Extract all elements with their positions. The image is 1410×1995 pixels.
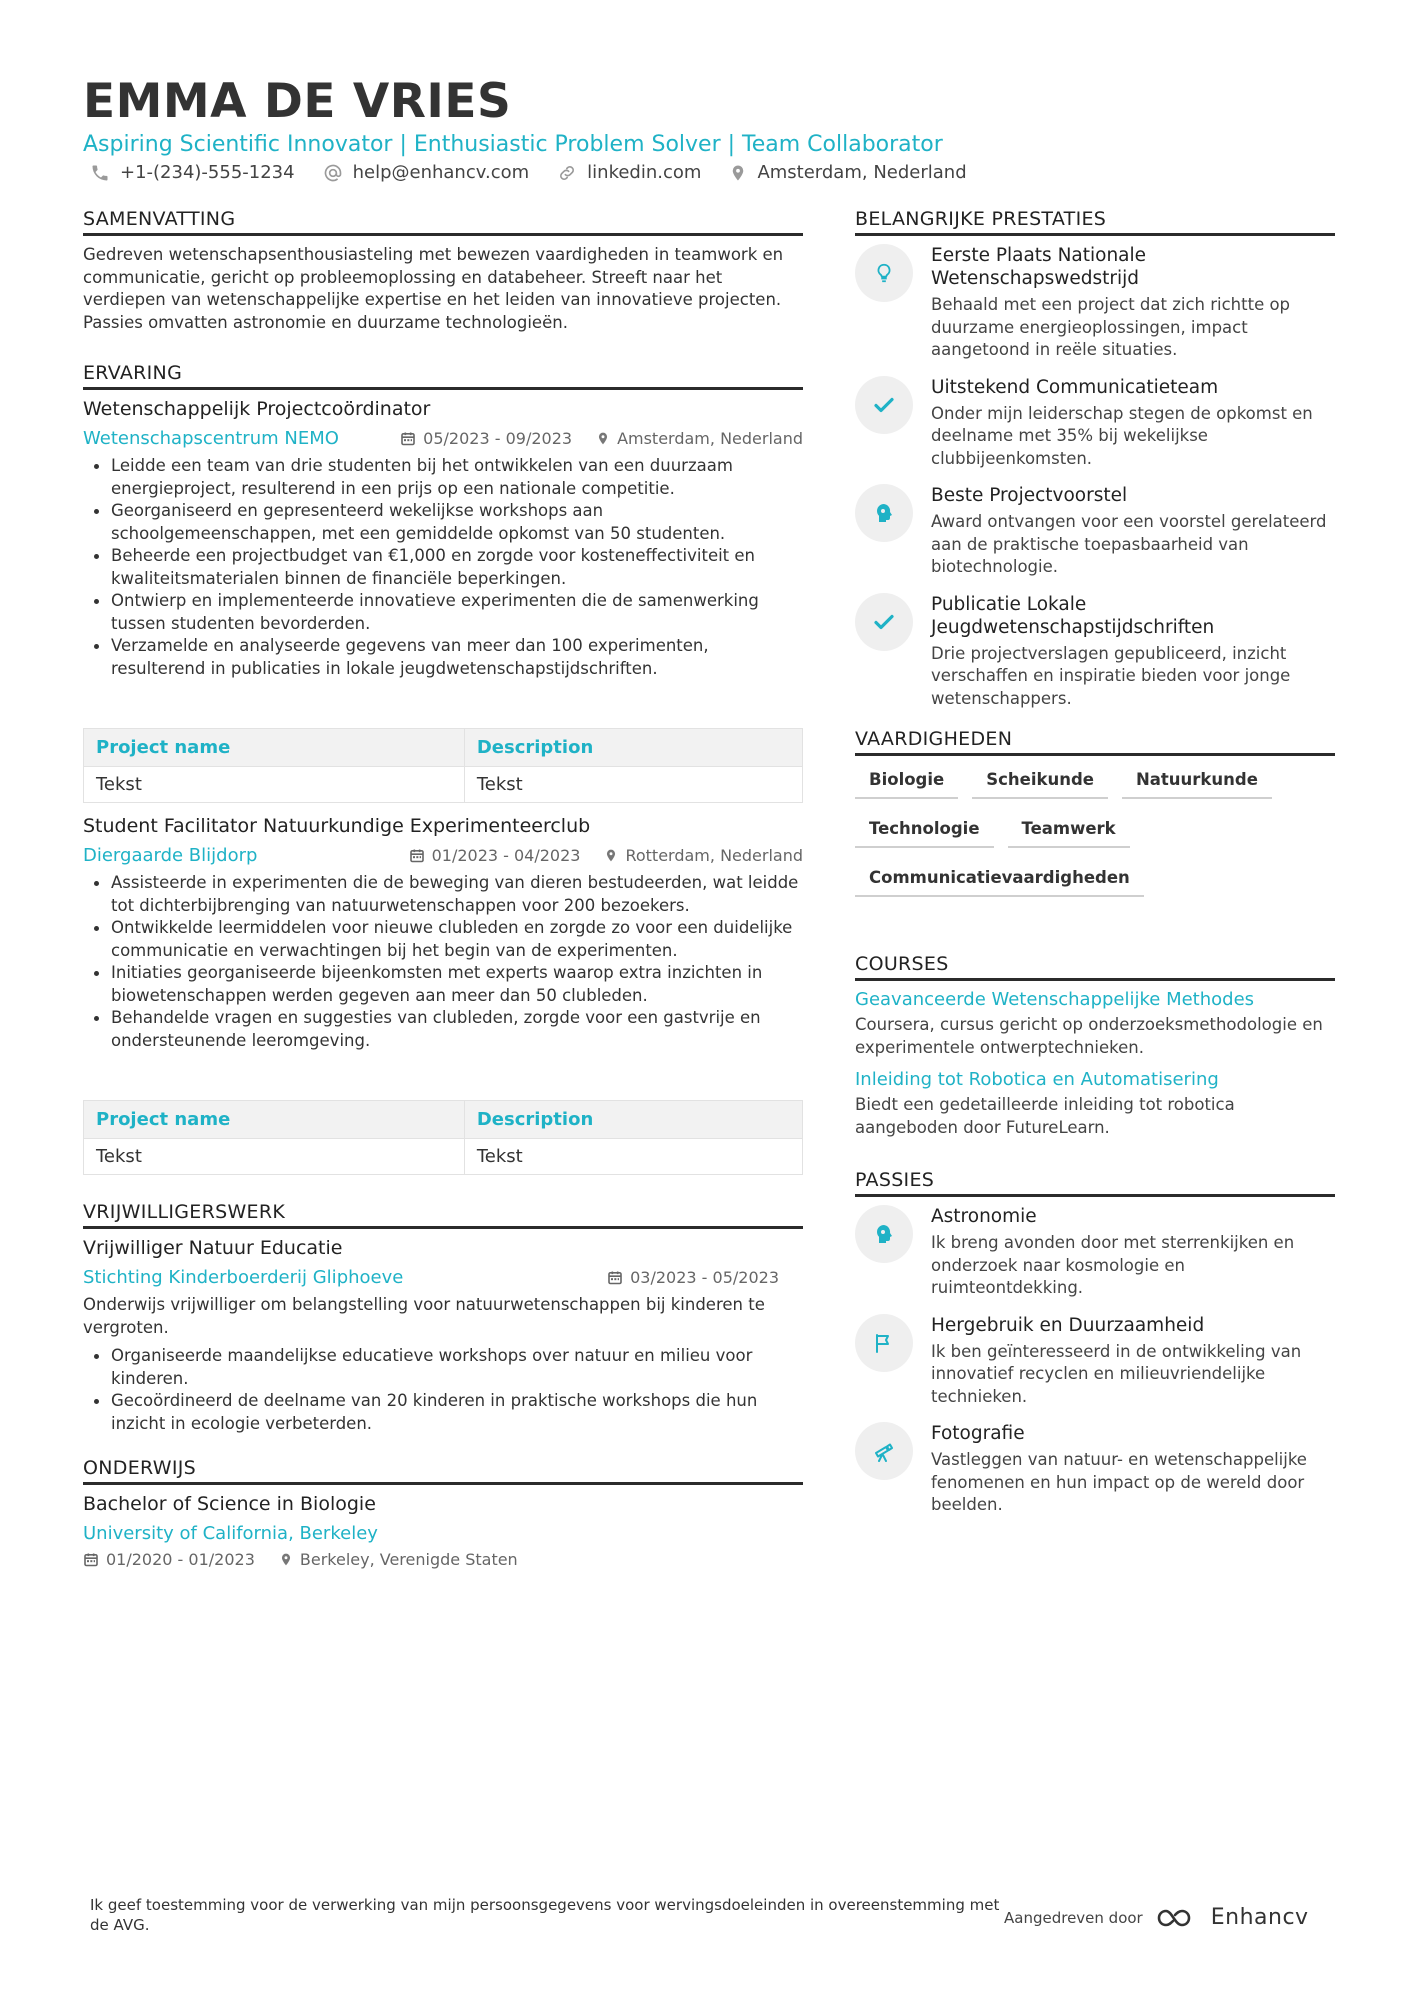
course-title: Geavanceerde Wetenschappelijke Methodes xyxy=(855,989,1255,1010)
volunteer-org: Stichting Kinderboerderij Gliphoeve xyxy=(83,1267,404,1288)
volunteer-dates xyxy=(607,1268,779,1287)
contact-location xyxy=(729,162,966,183)
bullet-item: Verzamelde en analyseerde gegevens van meer dan 100 experimenten, resulterend in publicaties in lokale jeugdwetenschapstijdschriften. xyxy=(83,635,803,680)
table-cell: Tekst xyxy=(464,1139,802,1175)
passion-title: Astronomie xyxy=(931,1206,1037,1227)
course-desc: Biedt een gedetailleerde inleiding tot robotica aangeboden door FutureLearn. xyxy=(855,1095,1235,1137)
skill-tag: Scheikunde xyxy=(972,764,1108,799)
company-name: Wetenschapscentrum NEMO xyxy=(83,428,339,449)
passion-item xyxy=(855,1314,1335,1409)
achievement-desc: Behaald met een project dat zich richtte op duurzame energieoplossingen, impact aangetoond in reële situaties. xyxy=(931,295,1291,359)
education-location xyxy=(279,1550,518,1569)
bullet-item: Ontwierp en implementeerde innovatieve experimenten die de samenwerking tussen studenten bevorderden. xyxy=(83,590,803,635)
brand-name: Enhancv xyxy=(1210,1905,1309,1930)
bullet-item: Beheerde een projectbudget van €1,000 en zorgde voor kosteneffectiviteit en kwaliteitsmaterialen binnen de financiële beperkingen. xyxy=(83,545,803,590)
job-location-text: Amsterdam, Nederland xyxy=(617,429,803,448)
job-title: Student Facilitator Natuurkundige Experimenteerclub xyxy=(83,815,591,837)
achievement-title: Beste Projectvoorstel xyxy=(931,485,1128,506)
job-dates xyxy=(409,846,581,865)
experience-title: ERVARING xyxy=(83,362,803,390)
achievement-body xyxy=(931,484,1335,579)
volunteer-role: Vrijwilliger Natuur Educatie xyxy=(83,1237,343,1259)
passions-title: PASSIES xyxy=(855,1169,1335,1197)
courses-title: COURSES xyxy=(855,953,1335,981)
education-title: ONDERWIJS xyxy=(83,1457,803,1485)
achievement-body xyxy=(931,244,1335,362)
job-location-text: Rotterdam, Nederland xyxy=(625,846,803,865)
telescope-icon xyxy=(872,1439,896,1463)
contact-phone xyxy=(90,162,295,183)
degree: Bachelor of Science in Biologie xyxy=(83,1493,376,1515)
achievement-item xyxy=(855,593,1335,711)
contact-linkedin[interactable] xyxy=(557,162,701,183)
passion-desc: Vastleggen van natuur- en wetenschappelijke fenomenen en hun impact op de wereld door beelden. xyxy=(931,1450,1307,1514)
job-entry xyxy=(83,398,803,803)
course-title: Inleiding tot Robotica en Automatisering xyxy=(855,1069,1219,1090)
job-entry xyxy=(83,815,803,1175)
achievements-section xyxy=(855,208,1335,710)
email-text: help@enhancv.com xyxy=(352,162,530,183)
bullet-item: Behandelde vragen en suggesties van clubleden, zorgde voor een gastvrije en ondersteunende leeromgeving. xyxy=(83,1007,803,1052)
icon-circle xyxy=(855,593,913,651)
job-bullets xyxy=(83,872,803,1052)
project-table xyxy=(83,728,803,803)
experience-section xyxy=(83,362,803,1175)
bullet-item: Georganiseerd en gepresenteerd wekelijkse workshops aan schoolgemeenschappen, met een gemiddelde opkomst van 50 studenten. xyxy=(83,500,803,545)
passion-desc: Ik ben geïnteresseerd in de ontwikkeling van innovatief recyclen en milieuvriendelijke technieken. xyxy=(931,1341,1302,1406)
calendar-icon xyxy=(83,1551,99,1568)
bullet-item: Assisteerde in experimenten die de beweging van dieren bestudeerden, wat leidde tot dichterbijbrenging van natuurwetenschappen voor 200 bezoekers. xyxy=(83,872,803,917)
passion-title: Hergebruik en Duurzaamheid xyxy=(931,1314,1205,1336)
consent-text: Ik geef toestemming voor de verwerking van mijn persoonsgegevens voor wervingsdoeleinden in overeenstemming met de AVG. xyxy=(90,1896,1000,1934)
summary-text: Gedreven wetenschapsenthousiasteling met bewezen vaardigheden in teamwork en communicatie, gericht op probleemoplossing en databeheer. Streeft naar het verdiepen van wetenschappelijke expertise en het leiden van innovatieve projecten. Passies omvatten astronomie en duurzame technologieën. xyxy=(83,245,784,332)
bullet-item: Gecoördineerd de deelname van 20 kinderen in praktische workshops die hun inzicht in ecologie verbeterden. xyxy=(83,1390,803,1435)
table-header-description: Description xyxy=(464,729,802,767)
passion-desc: Ik breng avonden door met sterrenkijken en onderzoek naar kosmologie en ruimteontdekking. xyxy=(931,1233,1295,1297)
course-desc: Coursera, cursus gericht op onderzoeksmethodologie en experimentele ontwerptechnieken. xyxy=(855,1015,1323,1057)
brain-icon xyxy=(872,1222,896,1246)
tagline: Aspiring Scientific Innovator | Enthusiastic Problem Solver | Team Collaborator xyxy=(83,132,943,157)
achievement-desc: Award ontvangen voor een voorstel gerelateerd aan de praktische toepasbaarheid van biotechnologie. xyxy=(931,512,1327,576)
bullet-item: Organiseerde maandelijkse educatieve workshops over natuur en milieu voor kinderen. xyxy=(83,1345,803,1390)
education-location-text: Berkeley, Verenigde Staten xyxy=(299,1550,518,1569)
icon-circle xyxy=(855,376,913,434)
contact-email[interactable] xyxy=(323,162,530,183)
icon-circle xyxy=(855,1205,913,1263)
link-icon xyxy=(557,163,577,183)
table-cell: Tekst xyxy=(84,1139,465,1175)
education-dates-text: 01/2020 - 01/2023 xyxy=(106,1550,255,1569)
achievement-desc: Drie projectverslagen gepubliceerd, inzicht verschaffen en inspiratie bieden voor jonge wetenschappers. xyxy=(931,643,1291,708)
icon-circle xyxy=(855,1314,913,1372)
passion-body xyxy=(931,1314,1335,1409)
volunteer-dates-text: 03/2023 - 05/2023 xyxy=(630,1268,779,1287)
skill-tag: Teamwerk xyxy=(1008,813,1130,848)
volunteer-title: VRIJWILLIGERSWERK xyxy=(83,1201,803,1229)
location-text: Amsterdam, Nederland xyxy=(757,162,967,183)
passion-title: Fotografie xyxy=(931,1423,1025,1444)
calendar-icon xyxy=(409,847,425,864)
passion-body xyxy=(931,1205,1335,1300)
job-title: Wetenschappelijk Projectcoördinator xyxy=(83,398,431,420)
table-cell: Tekst xyxy=(464,767,802,803)
skills-title: VAARDIGHEDEN xyxy=(855,728,1335,756)
table-row xyxy=(84,1139,803,1175)
company-name: Diergaarde Blijdorp xyxy=(83,845,258,866)
project-table xyxy=(83,1100,803,1175)
at-icon xyxy=(323,163,343,183)
job-bullets xyxy=(83,455,803,680)
table-header-row xyxy=(84,1101,803,1139)
achievement-body xyxy=(931,593,1335,711)
summary-title: SAMENVATTING xyxy=(83,208,803,236)
passion-item xyxy=(855,1205,1335,1300)
course-item xyxy=(855,1069,1335,1139)
achievement-title: Uitstekend Communicatieteam xyxy=(931,376,1219,398)
achievement-item xyxy=(855,244,1335,362)
job-location xyxy=(596,429,803,448)
powered-by xyxy=(1004,1905,1309,1930)
brain-icon xyxy=(872,501,896,525)
right-column xyxy=(855,208,1335,1531)
education-section xyxy=(83,1457,803,1569)
volunteer-section xyxy=(83,1201,803,1435)
table-header-description: Description xyxy=(464,1101,802,1139)
skill-tag: Natuurkunde xyxy=(1122,764,1272,799)
flag-icon xyxy=(872,1331,896,1355)
skill-tag: Technologie xyxy=(855,813,994,848)
job-dates-text: 01/2023 - 04/2023 xyxy=(431,846,581,865)
skills-section xyxy=(855,728,1335,911)
lightbulb-icon xyxy=(873,262,895,284)
volunteer-meta xyxy=(83,1267,803,1288)
achievement-item xyxy=(855,376,1335,471)
location-pin-icon xyxy=(279,1551,293,1568)
courses-section xyxy=(855,953,1335,1139)
left-column xyxy=(83,208,803,1569)
powered-by-label: Aangedreven door xyxy=(1004,1908,1143,1927)
linkedin-text: linkedin.com xyxy=(587,162,702,183)
volunteer-bullets xyxy=(83,1345,803,1435)
skills-list xyxy=(855,764,1335,911)
table-header-project: Project name xyxy=(84,729,465,767)
achievement-body xyxy=(931,376,1335,471)
job-meta xyxy=(83,845,803,866)
phone-text: +1-(234)-555-1234 xyxy=(120,162,295,183)
education-meta xyxy=(83,1550,803,1569)
table-header-row xyxy=(84,729,803,767)
achievement-desc: Onder mijn leiderschap stegen de opkomst en deelname met 35% bij wekelijkse clubbijeenkomsten. xyxy=(931,403,1313,468)
enhancv-logo-icon xyxy=(1155,1906,1203,1930)
bullet-item: Ontwikkelde leermiddelen voor nieuwe clubleden en zorgde zo voor een duidelijke communicatie en verwachtingen bij het begin van de experimenten. xyxy=(83,917,803,962)
skill-tag: Biologie xyxy=(855,764,958,799)
checkmark-icon xyxy=(872,393,896,417)
school-name: University of California, Berkeley xyxy=(83,1523,378,1544)
job-meta xyxy=(83,428,803,449)
location-pin-icon xyxy=(604,847,618,864)
icon-circle xyxy=(855,484,913,542)
achievement-title: Publicatie Lokale Jeugdwetenschapstijdschriften xyxy=(931,593,1215,638)
job-dates xyxy=(400,429,572,448)
table-cell: Tekst xyxy=(84,767,465,803)
calendar-icon xyxy=(607,1269,623,1286)
job-dates-text: 05/2023 - 09/2023 xyxy=(423,429,573,448)
summary-section xyxy=(83,208,803,334)
table-header-project: Project name xyxy=(84,1101,465,1139)
location-pin-icon xyxy=(729,163,747,183)
table-row xyxy=(84,767,803,803)
skill-tag: Communicatievaardigheden xyxy=(855,862,1144,897)
course-item xyxy=(855,989,1335,1059)
passion-body xyxy=(931,1422,1335,1517)
passion-item xyxy=(855,1422,1335,1517)
location-pin-icon xyxy=(596,430,610,447)
education-dates xyxy=(83,1550,255,1569)
icon-circle xyxy=(855,244,913,302)
icon-circle xyxy=(855,1422,913,1480)
volunteer-desc: Onderwijs vrijwilliger om belangstelling voor natuurwetenschappen bij kinderen te vergroten. xyxy=(83,1295,765,1337)
achievement-title: Eerste Plaats Nationale Wetenschapswedstrijd xyxy=(931,245,1147,289)
bullet-item: Leidde een team van drie studenten bij het ontwikkelen van een duurzaam energieproject, resulterend in een prijs op een nationale competitie. xyxy=(83,455,803,500)
achievements-title: BELANGRIJKE PRESTATIES xyxy=(855,208,1335,236)
calendar-icon xyxy=(400,430,416,447)
phone-icon xyxy=(90,163,110,183)
passions-section xyxy=(855,1169,1335,1517)
candidate-name: EMMA DE VRIES xyxy=(83,74,512,129)
bullet-item: Initiaties georganiseerde bijeenkomsten met experts waarop extra inzichten in biowetenschappen werden gegeven aan meer dan 50 clubleden. xyxy=(83,962,803,1007)
checkmark-icon xyxy=(872,610,896,634)
achievement-item xyxy=(855,484,1335,579)
contact-bar xyxy=(90,162,995,183)
job-location xyxy=(604,846,803,865)
